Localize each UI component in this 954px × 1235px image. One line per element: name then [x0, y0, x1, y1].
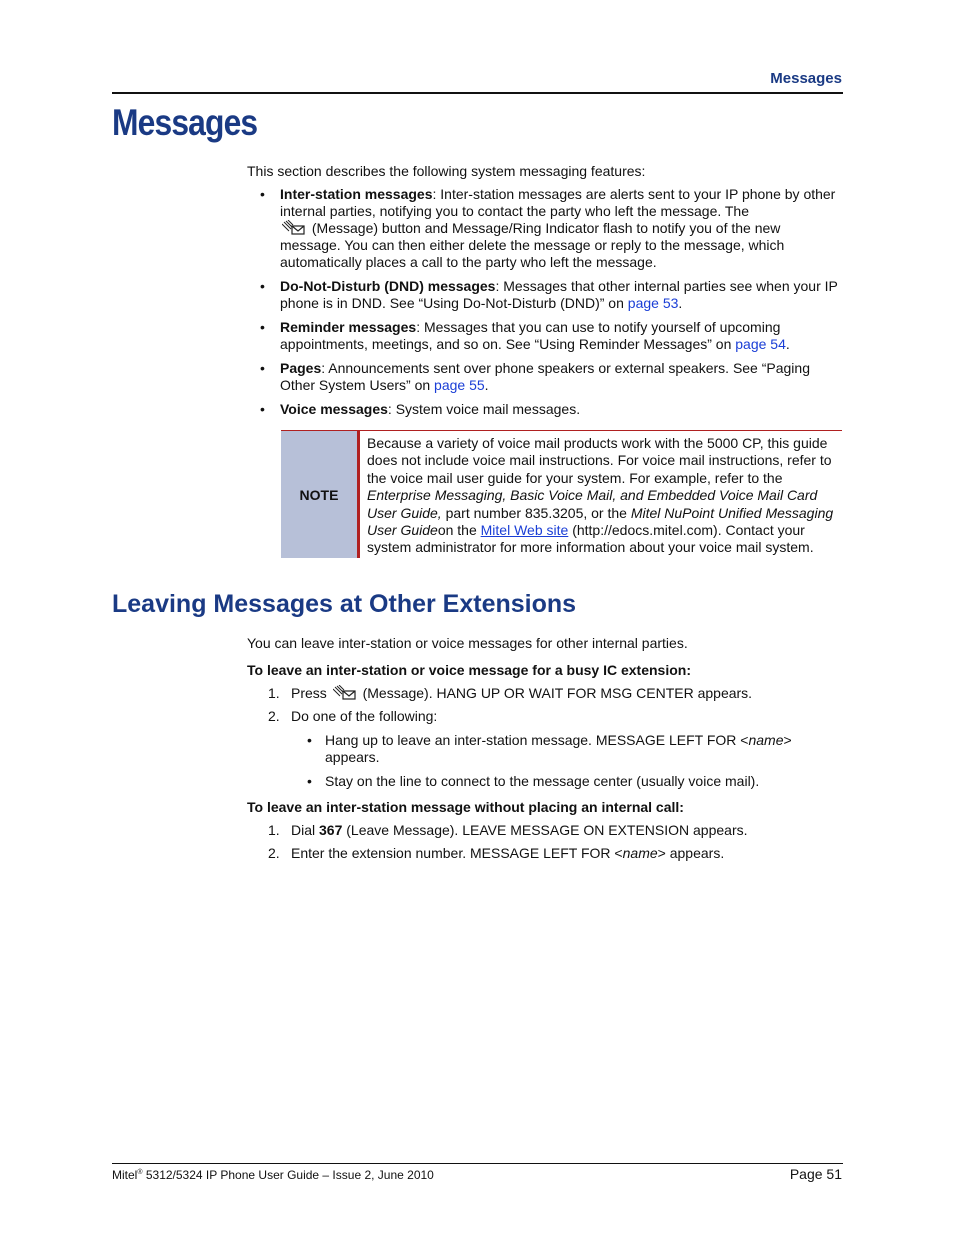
list-item: • Stay on the line to connect to the message center (usually voice mail).: [307, 773, 760, 789]
feature-term: Voice messages: [280, 401, 388, 417]
message-envelope-icon: [282, 220, 306, 236]
sub-bullet-list: [307, 732, 825, 797]
procedure-steps: [268, 822, 828, 839]
mitel-web-site-link[interactable]: Mitel Web site: [480, 522, 569, 539]
bullet-icon: •: [307, 732, 312, 748]
bullet-icon: •: [307, 773, 312, 789]
note-label: NOTE: [281, 431, 360, 558]
procedure-steps: [268, 708, 828, 725]
feature-list: [260, 186, 842, 425]
message-envelope-icon: [333, 685, 357, 701]
procedure-steps: [268, 685, 828, 702]
step: 1. Press (Message). HANG UP OR WAIT FOR MSG CENTER appears.: [268, 685, 753, 701]
intro-paragraph: This section describes the following system messaging features:: [247, 163, 646, 179]
feature-term: Do-Not-Disturb (DND) messages: [280, 278, 496, 294]
bullet-icon: •: [260, 186, 265, 202]
list-item: • Voice messages: System voice mail messages.: [260, 401, 581, 417]
list-item: • Pages: Announcements sent over phone speakers or external speakers. See “Paging Other System Users” on page 55.: [260, 360, 810, 393]
procedure-steps: [268, 845, 828, 862]
footer-rule: [112, 1163, 843, 1164]
page-number: Page 51: [789, 1166, 842, 1182]
procedure-title: To leave an inter-station message without placing an internal call:: [247, 799, 684, 815]
feature-term: Reminder messages: [280, 319, 417, 335]
bullet-icon: •: [260, 360, 265, 376]
step: 2. Do one of the following:: [268, 708, 438, 724]
feature-term: Inter-station messages: [280, 186, 433, 202]
running-header: Messages: [770, 70, 842, 87]
note-box: [281, 430, 842, 559]
header-rule: [112, 92, 843, 94]
page-link[interactable]: page 55: [434, 377, 485, 393]
page-link[interactable]: page 54: [735, 336, 786, 352]
bullet-icon: •: [260, 401, 265, 417]
section-intro: You can leave inter-station or voice messages for other internal parties.: [247, 635, 688, 651]
list-item: • Do-Not-Disturb (DND) messages: Messages that other internal parties see when your IP phone is in DND. See “Using Do-Not-Disturb (DND)” on page 53.: [260, 278, 838, 311]
section-heading: Leaving Messages at Other Extensions: [112, 590, 577, 618]
feature-term: Pages: [280, 360, 322, 376]
list-item: • Inter-station messages: Inter-station messages are alerts sent to your IP phone by other internal parties, notifying you to contact the party who left the message. The (Message) button and Message/Ring Indicator flash to notify you of the new message. You can then either delete the message or reply to the message, which automatically places a call to the party who left the message.: [260, 186, 836, 270]
list-item: • Hang up to leave an inter-station message. MESSAGE LEFT FOR <name> appears.: [307, 732, 792, 765]
step: 2. Enter the extension number. MESSAGE LEFT FOR <name> appears.: [268, 845, 725, 861]
list-item: • Reminder messages: Messages that you can use to notify yourself of upcoming appointments, meetings, and so on. See “Using Reminder Messages” on page 54.: [260, 319, 790, 352]
page-link[interactable]: page 53: [627, 295, 679, 311]
page-title: Messages: [112, 102, 258, 143]
step: 1. Dial 367 (Leave Message). LEAVE MESSAGE ON EXTENSION appears.: [268, 822, 748, 838]
bullet-icon: •: [260, 278, 265, 294]
procedure-title: To leave an inter-station or voice message for a busy IC extension:: [247, 662, 691, 678]
bullet-icon: •: [260, 319, 265, 335]
footer-guide-title: Mitel® 5312/5324 IP Phone User Guide – Issue 2, June 2010: [112, 1168, 434, 1182]
note-text: Because a variety of voice mail products work with the 5000 CP, this guide does not include voice mail instructions. For voice mail instructions, refer to the voice mail user guide for your system. For example, refer to the Enterprise Messaging, Basic Voice Mail, and Embedded Voice Mail Card User Guide, part number 835.3205, or the Mitel NuPoint Unified Messaging User Guideon the Mitel Web site (http://edocs.mitel.com). Contact your system administrator for more information about your voice mail system.: [367, 435, 834, 556]
